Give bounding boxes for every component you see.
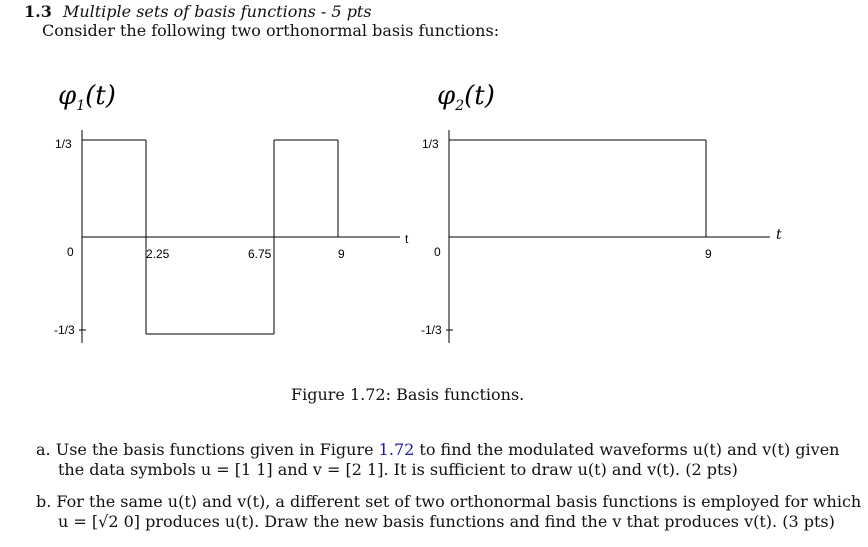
phi1-plot xyxy=(54,81,409,343)
figure-caption: Figure 1.72: Basis functions. xyxy=(291,385,525,404)
question-a-marker: a. xyxy=(36,440,51,459)
phi2-xtick-9: 9 xyxy=(705,247,712,261)
phi2-plot xyxy=(421,81,782,343)
question-a xyxy=(36,440,856,480)
section-intro: Consider the following two orthonormal basis functions: xyxy=(42,21,500,40)
question-a-line2: the data symbols u = [1 1] and v = [2 1]. It is sufficient to draw u(t) and v(t). (2 pts) xyxy=(58,460,738,479)
question-a-line1-pre: Use the basis functions given in Figure xyxy=(55,440,379,459)
phi1-x-axis-label: t xyxy=(405,232,409,246)
section-number: 1.3 xyxy=(24,2,52,21)
question-a-line1-post: to find the modulated waveforms u(t) and v(t) given xyxy=(414,440,840,459)
phi1-ytick-zero: 0 xyxy=(67,245,74,259)
question-b-line1: For the same u(t) and v(t), a different set of two orthonormal basis functions is employed for which xyxy=(56,492,862,511)
phi2-waveform xyxy=(449,140,706,237)
phi2-ytick-pos: 1/3 xyxy=(422,137,439,151)
phi2-label: $\varphi_2(t)$ xyxy=(437,81,495,114)
question-b-line2: u = [√2 0] produces u(t). Draw the new basis functions and find the v that produces v(t). (3 pts) xyxy=(58,512,835,531)
phi2-ytick-neg: -1/3 xyxy=(421,323,442,337)
phi1-ytick-pos: 1/3 xyxy=(55,137,72,151)
phi2-x-axis-label: t xyxy=(776,227,782,243)
figure-ref-link[interactable]: 1.72 xyxy=(378,440,415,459)
question-b xyxy=(36,492,862,532)
phi1-xtick-9: 9 xyxy=(338,247,345,261)
phi1-xtick-2-25: 2.25 xyxy=(146,247,170,261)
question-b-marker: b. xyxy=(36,492,52,511)
phi1-ytick-neg: -1/3 xyxy=(54,323,75,337)
phi2-ytick-zero: 0 xyxy=(434,245,441,259)
section-title: Multiple sets of basis functions - 5 pts xyxy=(62,2,372,21)
phi1-xtick-6-75: 6.75 xyxy=(248,247,272,261)
phi1-label: $\varphi_1(t)$ xyxy=(58,81,116,114)
